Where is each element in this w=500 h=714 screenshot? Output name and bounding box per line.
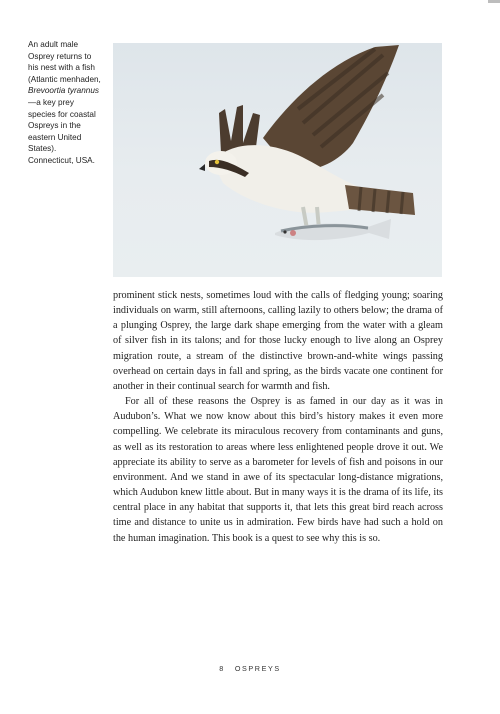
osprey-photo	[113, 43, 442, 277]
paragraph-1: prominent stick nests, sometimes loud with the calls of fledging young; soaring individuals on warm, still afternoons, calling lazily to others below; the drama of a plunging Osprey, the large dark shape emerging from the water with a gleam of silver fish in its talons; and for those lucky enough to live along an Osprey migration route, a stream of the distinctive brown-and-white wings passing overhead on certain days in fall and spring, as the birds vacate one continent for another in their continual search for warmth and fish.	[113, 290, 443, 392]
fish-gill	[290, 230, 296, 236]
caption-line1: An adult male Osprey returns to his nest with a fish (Atlantic menhaden,	[28, 40, 101, 84]
caption-species: Brevoortia tyrannus	[28, 86, 99, 96]
osprey-tail	[345, 185, 415, 215]
page-edge-mark	[488, 0, 500, 3]
page-footer	[0, 664, 500, 673]
caption-text	[28, 39, 102, 167]
fish-eye	[283, 230, 286, 233]
photo-caption	[28, 39, 102, 167]
running-title: OSPREYS	[234, 664, 281, 673]
osprey-illustration	[113, 43, 442, 277]
page-number: 8	[219, 664, 225, 673]
caption-line2: —a key prey species for coastal Ospreys in the eastern United States). Connecticut, USA.	[28, 97, 96, 165]
osprey-eye	[215, 160, 219, 164]
paragraph-2: For all of these reasons the Osprey is as famed in our day as it was in Audubon’s. What we now know about this bird’s history makes it even more compelling. We celebrate its miraculous recovery from contaminants and guns, as well as its restoration to areas where less enlightened people drove it out. We appreciate its ability to serve as a barometer for levels of fish and poisons in our environment. And we stand in awe of its spectacular long-distance migrations, which Audubon knew little about. But in many ways it is the drama of its life, its central place in any habitat that supports it, that lets this great bird reach across time and distance to unite us in admiration. Few birds have had such a hold on the human imagination. This book is a quest to see why this is so.	[113, 396, 443, 544]
body-text	[113, 288, 443, 546]
osprey-beak	[199, 164, 205, 171]
